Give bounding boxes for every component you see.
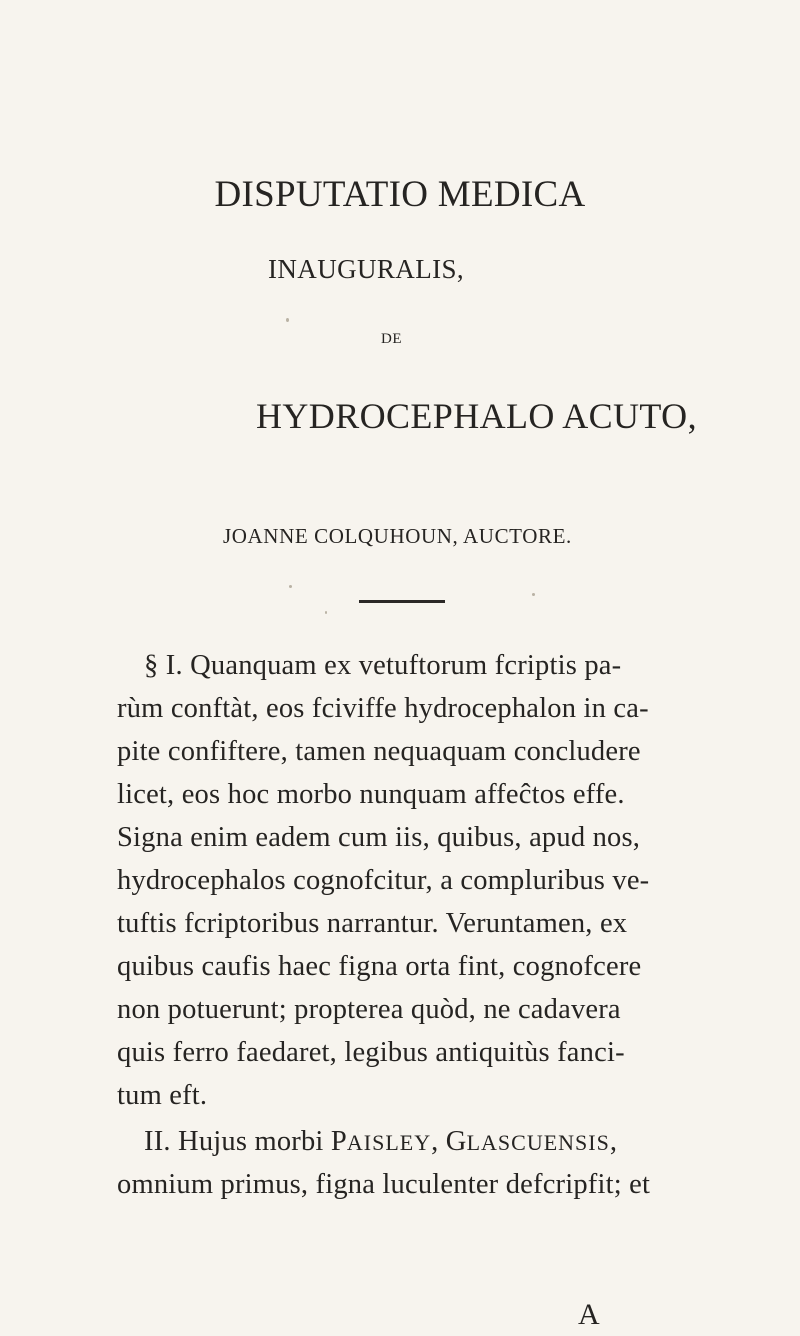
- paper-speck: [325, 611, 327, 614]
- page-subtitle: INAUGURALIS,: [268, 254, 465, 284]
- paper-speck: [286, 318, 289, 322]
- body-line-3: pite confiftere, tamen nequaquam concludere: [117, 736, 641, 767]
- body-line-10: quis ferro faedaret, legibus antiquitùs fanci-: [117, 1037, 625, 1068]
- signature-mark: A: [578, 1298, 600, 1331]
- paragraph-2-line-1: [144, 1128, 617, 1157]
- page-title: DISPUTATIO MEDICA: [214, 174, 586, 215]
- body-line-6: hydrocephalos cognofcitur, a compluribus ve-: [117, 865, 650, 896]
- title-topic: HYDROCEPHALO ACUTO,: [256, 396, 697, 436]
- body-line-5: Signa enim eadem cum iis, quibus, apud nos,: [117, 822, 641, 853]
- body-line-2: rùm conftàt, eos fciviffe hydrocephalon in ca-: [117, 693, 649, 724]
- name-paisley-initial: P: [330, 1126, 347, 1157]
- body-line-7: tuftis fcriptoribus narrantur. Veruntamen, ex: [117, 908, 628, 939]
- body-line-1: § I. Quanquam ex vetuftorum fcriptis pa-: [144, 650, 622, 681]
- body-line-11: tum eft.: [117, 1080, 208, 1111]
- name-separator: ,: [431, 1126, 446, 1157]
- name-glascuensis-rest: LASCUENSIS: [466, 1130, 610, 1155]
- title-preposition: DE: [381, 331, 402, 347]
- body-line-8: quibus caufis haec figna orta fint, cognofcere: [117, 951, 642, 982]
- name-tail-comma: ,: [609, 1126, 618, 1157]
- body-line-9: non potuerunt; propterea quòd, ne cadavera: [117, 994, 621, 1025]
- name-paisley-rest: AISLEY: [346, 1130, 432, 1155]
- author-line: JOANNE COLQUHOUN, AUCTORE.: [223, 524, 572, 548]
- paragraph-2-line-2: omnium primus, figna luculenter defcripfit; et: [117, 1169, 651, 1200]
- paper-speck: [289, 585, 292, 588]
- name-glascuensis-initial: G: [445, 1126, 467, 1157]
- paper-speck: [532, 593, 535, 596]
- paragraph-2-opening: II. Hujus morbi: [144, 1126, 331, 1157]
- section-divider: [359, 600, 445, 603]
- body-line-4: licet, eos hoc morbo nunquam affeĉtos effe.: [117, 779, 625, 810]
